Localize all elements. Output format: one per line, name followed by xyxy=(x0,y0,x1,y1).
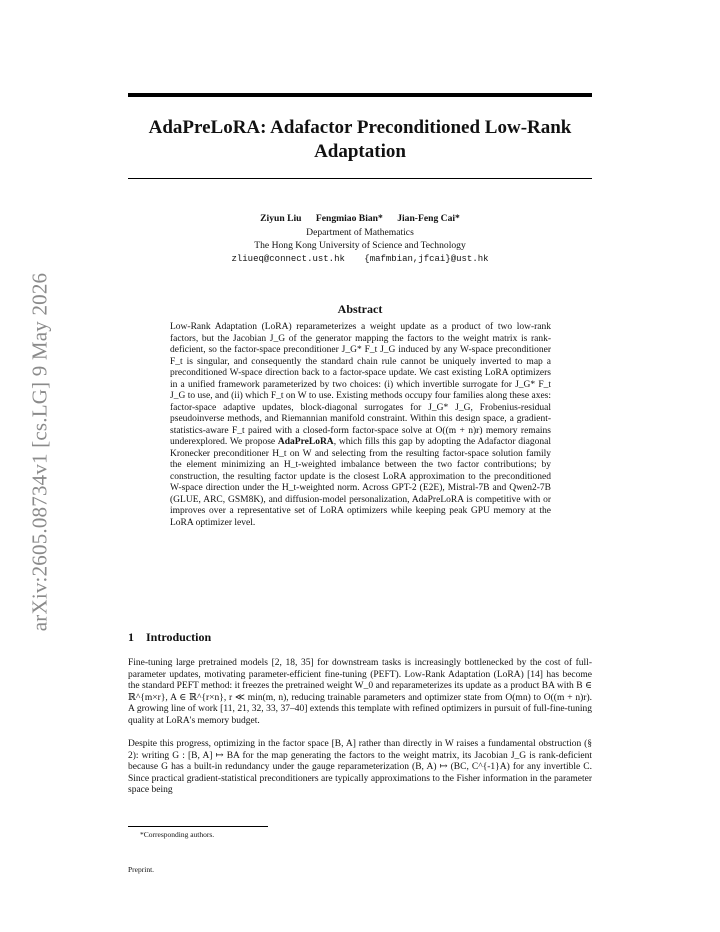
author-affiliation: The Hong Kong University of Science and Technology xyxy=(254,240,466,251)
footnote-rule xyxy=(128,826,268,827)
author-email: zliueq@connect.ust.hk xyxy=(231,253,345,264)
intro-paragraph-2: Despite this progress, optimizing in the factor space [B, A] rather than directly in W raises a fundamental obstruction (§ 2): writing G : [B, A] ↦ BA for the map generating the factors to the weight matrix, its Jacobian J_G is rank-deficient because G has a built-in redundancy under the gauge reparameterization (B, A) ↦ (BC, C^{-1}A) for any invertible C. Since practical gradient-statistical preconditioners are typically approximations to the Fisher information in the parameter space being xyxy=(128,739,592,795)
author-block xyxy=(128,212,592,266)
abstract-body xyxy=(170,322,551,529)
method-name: AdaPreLoRA xyxy=(277,437,334,447)
author-names xyxy=(128,212,592,226)
author-name: Fengmiao Bian* xyxy=(315,213,383,224)
author-name: Jian-Feng Cai* xyxy=(397,213,460,224)
title-bottom-rule xyxy=(128,178,592,179)
footnote: *Corresponding authors. xyxy=(140,830,215,839)
section-heading-introduction xyxy=(128,630,211,645)
preprint-label: Preprint. xyxy=(128,865,155,874)
section-title-text: Introduction xyxy=(146,630,212,644)
abstract-text-after: , which fills this gap by adopting the Adafactor diagonal Kronecker preconditioner H_t on W and selecting from the resulting factor-space solution family the element minimizing an H_t-weighted imbalance between the two factor contributions; by construction, the resulting factor update is the closest LoRA approximation to the preconditioned W-space direction under the H_t-weighted norm. Across GPT-2 (E2E), Mistral-7B and Qwen2-7B (GLUE, ARC, GSM8K), and diffusion-model personalization, AdaPreLoRA is competitive with or improves over a representative set of LoRA optimizers while keeping peak GPU memory at the LoRA optimizer level. xyxy=(170,437,551,528)
author-name: Ziyun Liu xyxy=(260,213,302,224)
abstract-text-before: Low-Rank Adaptation (LoRA) reparameterizes a weight update as a product of two low-rank factors, but the Jacobian J_G of the generator mapping the factors to the weight matrix is rank-deficient, so the factor-space preconditioner J_G* F_t J_G induced by any W-space preconditioner F_t is singular, and consequently the standard chain rule cannot be uniquely inverted to map a preconditioned W-space direction back to a factor-space update. We cast existing LoRA optimizers in a unified framework parameterized by two choices: (i) which invertible surrogate for J_G* F_t J_G to use, and (ii) which F_t on W to use. Existing methods occupy four families along these axes: factor-space adaptive updates, block-diagonal surrogates for J_G* J_G, Frobenius-residual pseudoinverse methods, and Riemannian manifold constraint. Within this design space, a gradient-statistics-aware F_t paired with a closed-form factor-space solve at O((m + n)r) memory remains underexplored. We propose xyxy=(170,322,551,447)
author-department: Department of Mathematics xyxy=(306,226,414,238)
abstract-heading: Abstract xyxy=(337,302,383,316)
title-top-rule xyxy=(128,93,592,97)
intro-paragraph-1: Fine-tuning large pretrained models [2, 18, 35] for downstream tasks is increasingly bottlenecked by the cost of full-parameter updates, motivating parameter-efficient fine-tuning (PEFT). Low-Rank Adaptation (LoRA) [14] has become the standard PEFT method: it freezes the pretrained weight W_0 and reparameterizes its update as a product BA with B ∈ ℝ^{m×r}, A ∈ ℝ^{r×n}, r ≪ min(m, n), reducing trainable parameters and optimizer state from O(mn) to O((m + n)r). A growing line of work [11, 21, 32, 33, 37–40] extends this template with refined optimizers in pursuit of full-fine-tuning quality at LoRA's memory budget. xyxy=(128,658,592,726)
section-number: 1 xyxy=(128,630,134,644)
author-emails xyxy=(128,253,592,267)
paper-title: AdaPreLoRA: Adafactor Preconditioned Low-Rank Adaptation xyxy=(148,117,572,162)
author-email: {mafmbian,jfcai}@ust.hk xyxy=(364,253,489,264)
arxiv-side-stamp xyxy=(18,262,62,642)
arxiv-identifier: arXiv:2605.08734v1 [cs.LG] 9 May 2026 xyxy=(27,272,52,632)
